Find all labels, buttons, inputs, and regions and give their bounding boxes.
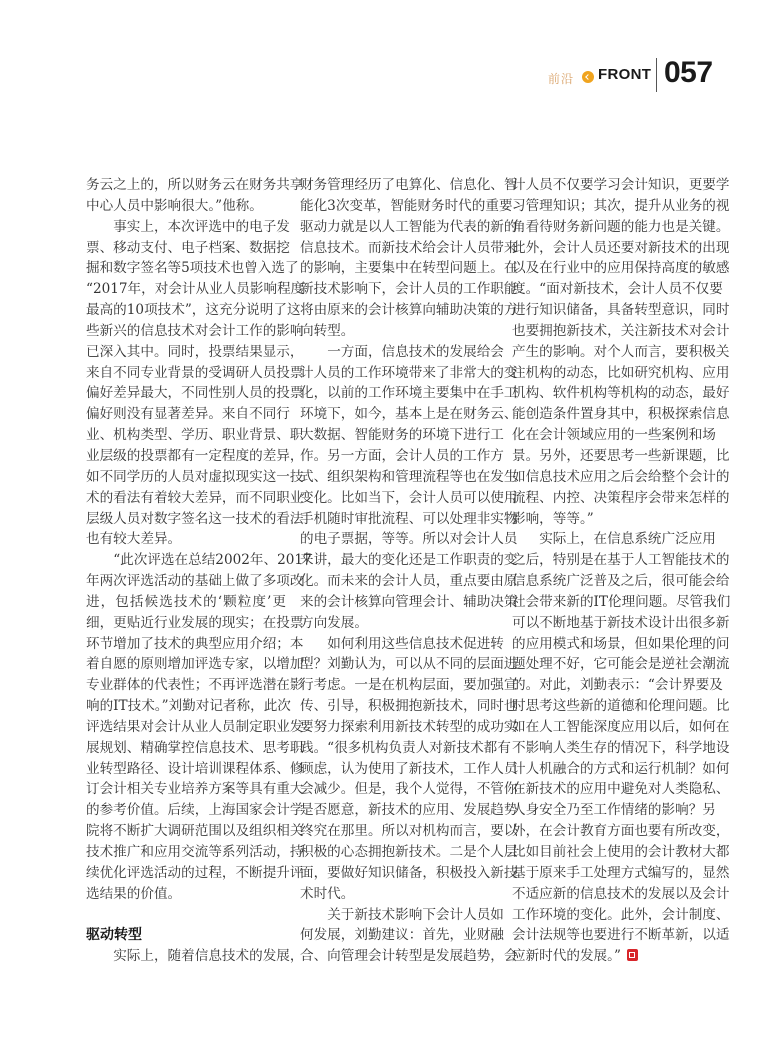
text-line — [86, 321, 304, 342]
text-line-content: 人身安全乃至工作情绪的影响？另 — [512, 802, 716, 819]
text-line-content: 业层级的投票都有一定程度的差异， — [86, 447, 304, 464]
text-line — [86, 759, 304, 780]
text-line-content: 面，要做好知识储备，积极投入新技 — [300, 864, 518, 881]
text-line-content: 的应用模式和场景，但如果伦理的问 — [512, 635, 730, 652]
text-line — [300, 634, 504, 655]
text-line — [512, 717, 730, 738]
text-line-content: 着自愿的原则增加评选专家，以增加 — [86, 656, 304, 673]
text-line-content: 型？刘勤认为，可以从不同的层面进 — [300, 656, 518, 673]
text-line — [300, 946, 518, 967]
text-line — [86, 571, 304, 592]
text-line — [512, 842, 730, 863]
text-line-content: 将由原来的会计核算向辅助决策的方 — [300, 302, 518, 319]
text-line — [86, 175, 304, 196]
text-line — [512, 675, 723, 696]
text-line — [86, 696, 291, 717]
text-line — [512, 404, 730, 425]
text-line — [300, 571, 518, 592]
text-line — [86, 738, 304, 759]
text-line — [300, 675, 518, 696]
text-line-content: 度。“面对新技术，会计人员不仅要 — [512, 281, 723, 298]
text-line — [300, 342, 504, 363]
text-line-content: 新技术影响下，会计人员的工作职能 — [300, 281, 518, 298]
text-line — [512, 800, 716, 821]
text-line-content: 景。另外，还要思考一些新课题，比 — [512, 447, 730, 464]
text-line — [512, 759, 730, 780]
text-line — [86, 363, 304, 384]
paragraph — [300, 175, 518, 342]
text-line-content: 方向发展。 — [300, 614, 368, 631]
text-line — [512, 779, 730, 800]
text-line-content: 实际上，随着信息技术的发展， — [113, 948, 304, 965]
text-line — [512, 175, 730, 196]
text-line-content: 来讲，最大的变化还是工作职责的变 — [300, 552, 518, 569]
text-line-content: 来的会计核算向管理会计、辅助决策 — [300, 593, 518, 610]
article-column-1 — [86, 175, 312, 967]
text-line-content: 手机随时审批流程、可以处理非实物 — [300, 510, 518, 527]
text-line — [300, 717, 518, 738]
text-line — [512, 634, 730, 655]
text-line-content: 注机构的动态，比如研究机构、应用 — [512, 364, 730, 381]
text-line — [512, 571, 730, 592]
text-line-content: 实际上，在信息系统广泛应用 — [539, 531, 716, 548]
text-line-content: 式、组织架构和管理流程等也在发生 — [300, 468, 518, 485]
text-line-content: 评选结果对会计从业人员制定职业发 — [86, 718, 304, 735]
text-line-content: 环节增加了技术的典型应用介绍；本 — [86, 635, 304, 652]
text-line — [86, 467, 304, 488]
paragraph — [86, 217, 305, 551]
text-line — [512, 821, 730, 842]
text-line-content: 技术推广和应用交流等系列活动，持 — [86, 844, 304, 860]
text-line — [86, 529, 286, 550]
article-column-2 — [300, 175, 518, 967]
text-line — [300, 613, 500, 634]
text-line — [512, 238, 730, 259]
text-line — [300, 175, 518, 196]
text-line-content: 化。而未来的会计人员，重点要由原 — [300, 573, 518, 590]
text-line-content: 的电子票据，等等。所以对会计人员 — [300, 531, 518, 548]
text-line — [300, 321, 500, 342]
text-line-content: 的参考价值。后续，上海国家会计学 — [86, 802, 304, 819]
text-line — [512, 529, 716, 550]
text-line-content: 细，更贴近行业发展的现实；在投票 — [86, 614, 304, 631]
text-line — [512, 738, 730, 759]
paragraph — [300, 905, 518, 968]
text-line — [512, 383, 730, 404]
text-line-content: 计人员的工作环境带来了非常大的变 — [300, 364, 518, 381]
text-line-content: 来自不同专业背景的受调研人员投票 — [86, 364, 304, 381]
text-line-content: 计人机融合的方式和运行机制？如何 — [512, 760, 730, 777]
text-line-content: 习管理知识；其次，提升从业务的视 — [512, 197, 730, 214]
text-line — [86, 675, 304, 696]
page-number: 057 — [664, 56, 713, 89]
text-line-content: 之后，特别是在基于人工智能技术的 — [512, 552, 730, 569]
text-line-content: 化，以前的工作环境主要集中在手工 — [300, 385, 518, 402]
text-line — [512, 467, 730, 488]
page-header — [548, 58, 718, 94]
text-line-content: 是否愿意，新技术的应用、发展趋势 — [300, 802, 518, 819]
text-line — [86, 279, 305, 300]
chevron-left-circle-icon — [582, 71, 594, 83]
text-line-content: 进，包括候选技术的‘颗粒度’更 — [86, 593, 286, 610]
text-line — [512, 905, 730, 926]
text-line — [512, 363, 730, 384]
paragraph — [512, 175, 730, 529]
text-line-content: 顾虑，认为使用了新技术，工作人员 — [300, 760, 518, 777]
text-line — [300, 696, 518, 717]
text-line-content: 如信息技术应用之后会给整个会计的 — [512, 468, 730, 485]
text-line — [512, 925, 730, 946]
text-line-content: 要努力探索利用新技术转型的成功实 — [300, 718, 518, 735]
text-line — [300, 759, 518, 780]
text-line — [300, 821, 518, 842]
text-line — [86, 613, 304, 634]
text-line — [512, 425, 716, 446]
header-divider — [656, 58, 657, 92]
text-line — [512, 279, 723, 300]
text-line — [512, 258, 730, 279]
text-line — [300, 363, 518, 384]
text-line — [300, 905, 504, 926]
text-line — [512, 300, 730, 321]
text-line — [300, 467, 518, 488]
article-column-3 — [512, 175, 731, 967]
text-line — [300, 258, 518, 279]
text-line-content: 产生的影响。对个人而言，要积极关 — [512, 343, 730, 360]
text-line-content: 也要拥抱新技术，关注新技术对会计 — [512, 322, 730, 339]
text-line — [512, 509, 712, 530]
text-line-content: 业、机构类型、学历、职业背景、职 — [86, 427, 304, 444]
text-line-content: 事实上，本次评选中的电子发 — [113, 218, 290, 235]
section-spacer — [86, 905, 286, 926]
text-line — [86, 592, 286, 613]
paragraph — [86, 946, 304, 967]
text-line-content: 响的IT技术。”刘勤对记者称，此次 — [86, 698, 291, 715]
text-line — [86, 258, 299, 279]
text-line — [512, 446, 730, 467]
text-line-content: 术的看法有着较大差异，而不同职业 — [86, 489, 304, 506]
text-line — [512, 863, 730, 884]
text-line — [86, 717, 304, 738]
text-line — [512, 696, 730, 717]
text-line-content: 能创造条件置身其中，积极探索信息 — [512, 406, 730, 423]
text-line-content: 展规划、精确掌控信息技术、思考职 — [86, 739, 304, 756]
paragraph — [300, 342, 518, 634]
text-line — [512, 196, 730, 217]
text-line-content: 终究在那里。所以对机构而言，要以 — [300, 823, 518, 840]
text-line — [86, 342, 304, 363]
text-line-content: 院将不断扩大调研范围以及组织相关 — [86, 823, 304, 840]
text-line — [86, 446, 304, 467]
text-line-content: 信息系统广泛普及之后，很可能会给 — [512, 573, 730, 590]
text-line — [300, 279, 518, 300]
text-line — [300, 300, 518, 321]
text-line — [512, 613, 730, 634]
text-line — [512, 946, 712, 967]
text-line — [512, 217, 730, 238]
text-line-content: 一方面，信息技术的发展给会 — [327, 343, 504, 360]
text-line — [300, 925, 504, 946]
text-line — [86, 779, 304, 800]
text-line — [300, 800, 518, 821]
text-line-content: 何发展，刘勤建议：首先，业财融 — [300, 927, 504, 944]
text-line-content: 此外，会计人员还要对新技术的出现 — [512, 239, 730, 256]
text-line-content: 以及在行业中的应用保持高度的敏感 — [512, 260, 730, 277]
text-line-content: 如在人工智能深度应用以后，如何在 — [512, 718, 730, 735]
text-line — [86, 884, 286, 905]
text-line-content: 中心人员中影响很大。”他称。 — [86, 197, 263, 214]
text-line — [512, 342, 730, 363]
text-line — [86, 654, 304, 675]
text-line — [300, 509, 518, 530]
text-line — [86, 946, 304, 967]
text-line — [512, 592, 731, 613]
text-line-content: 向转型。 — [300, 322, 355, 339]
text-line — [512, 654, 730, 675]
text-line — [300, 842, 518, 863]
section-heading: 驱动转型 — [86, 927, 142, 944]
text-line — [300, 654, 518, 675]
text-line — [300, 738, 511, 759]
paragraph — [512, 529, 731, 967]
text-line-content: 流程、内控、决策程序会带来怎样的 — [512, 489, 730, 506]
text-line-content: 些新兴的信息技术对会计工作的影响 — [86, 322, 304, 339]
text-line-content: 外，在会计教育方面也要有所改变， — [512, 823, 730, 840]
text-line-content: 影响，等等。” — [512, 510, 594, 527]
text-line — [300, 550, 518, 571]
text-line-content: 应新时代的发展。” — [512, 948, 621, 965]
text-line-content: 时思考这些新的道德和伦理问题。比 — [512, 698, 730, 715]
text-line — [300, 884, 500, 905]
text-line-content: 基于原来手工处理方式编写的，显然 — [512, 864, 730, 881]
text-line — [300, 425, 504, 446]
text-line-content: 年两次评选活动的基础上做了多项改 — [86, 573, 304, 590]
text-line-content: “2017年，对会计从业人员影响程度 — [86, 281, 305, 298]
section-label-cn: 前沿 — [548, 72, 575, 86]
text-line-content: 也有较大差异。 — [86, 531, 182, 548]
text-line-content: “此次评选在总结2002年、2017 — [113, 552, 312, 569]
text-line — [300, 238, 518, 259]
text-line — [86, 550, 312, 571]
text-line — [512, 321, 730, 342]
text-line — [86, 383, 304, 404]
text-line-content: 比如目前社会上使用的会计教材大都 — [512, 844, 730, 860]
text-line-content: 合、向管理会计转型是发展趋势，会 — [300, 948, 518, 965]
text-line-content: 关于新技术影响下会计人员如 — [327, 906, 504, 923]
text-line-content: 进行知识储备，具备转型意识，同时 — [512, 302, 730, 319]
text-line — [512, 488, 730, 509]
text-line — [86, 300, 301, 321]
text-line-content: 驱动力就是以人工智能为代表的新的 — [300, 218, 518, 235]
text-line-content: 不适应新的信息技术的发展以及会计 — [512, 885, 730, 902]
text-line-content: 作。另一方面，会计人员的工作方 — [300, 447, 504, 464]
text-line — [86, 217, 290, 238]
text-line-content: 信息技术。而新技术给会计人员带来 — [300, 239, 518, 256]
text-line-content: 票、移动支付、电子档案、数据挖 — [86, 239, 290, 256]
text-line-content: 化在会计领域应用的一些案例和场 — [512, 427, 716, 444]
text-line-content: 偏好则没有显著差异。来自不同行 — [86, 406, 290, 423]
text-line-content: 环境下，如今，基本上是在财务云、 — [300, 406, 518, 423]
text-line — [86, 634, 304, 655]
text-line — [86, 863, 304, 884]
text-line-content: 积极的心态拥抱新技术。二是个人层 — [300, 844, 518, 860]
text-line — [300, 488, 518, 509]
text-line-content: 财务管理经历了电算化、信息化、智 — [300, 177, 518, 193]
text-line — [86, 842, 304, 863]
text-line-content: 选结果的价值。 — [86, 885, 182, 902]
text-line — [86, 800, 304, 821]
text-line — [86, 196, 286, 217]
text-line-content: 会计法规等也要进行不断革新，以适 — [512, 927, 730, 944]
text-line-content: 社会带来新的IT伦理问题。尽管我们 — [512, 593, 731, 610]
text-line-content: 传、引导，积极拥抱新技术，同时也 — [300, 698, 518, 715]
text-line-content: 会减少。但是，我个人觉得，不管你 — [300, 781, 518, 798]
text-line-content: 术时代。 — [300, 885, 355, 902]
text-line — [86, 488, 304, 509]
text-line-content: 专业群体的代表性；不再评选潜在影 — [86, 677, 304, 694]
text-line-content: 计人员不仅要学习会计知识，更要学 — [512, 177, 730, 193]
section-label-en: FRONT — [598, 66, 652, 83]
text-line — [86, 404, 290, 425]
text-line — [300, 446, 504, 467]
text-line-content: 续优化评选活动的过程，不断提升评 — [86, 864, 304, 881]
end-of-article-icon — [627, 949, 638, 961]
text-line-content: 掘和数字签名等5项技术也曾入选了 — [86, 260, 299, 277]
text-line — [300, 592, 518, 613]
text-line-content: 可以不断地基于新技术设计出很多新 — [512, 614, 730, 631]
text-line-content: 层级人员对数字签名这一技术的看法 — [86, 510, 304, 527]
text-line-content: 已深入其中。同时，投票结果显示， — [86, 343, 304, 360]
paragraph — [86, 175, 304, 217]
text-line-content: 大数据、智能财务的环境下进行工 — [300, 427, 504, 444]
text-line-content: 最高的10项技术”，这充分说明了这 — [86, 302, 301, 319]
text-line — [300, 383, 518, 404]
text-line — [300, 529, 518, 550]
text-line-content: 行考虑。一是在机构层面，要加强宣 — [300, 677, 518, 694]
text-line-content: 业转型路径、设计培训课程体系、修 — [86, 760, 304, 777]
text-line-content: 变化。比如当下，会计人员可以使用 — [300, 489, 518, 506]
text-line — [300, 863, 518, 884]
text-line — [300, 404, 518, 425]
text-line-content: 践。“很多机构负责人对新技术都有 — [300, 739, 511, 756]
text-line-content: 的影响，主要集中在转型问题上。在 — [300, 260, 518, 277]
text-line — [86, 425, 304, 446]
text-line-content: 题处理不好，它可能会是逆社会潮流 — [512, 656, 730, 673]
text-line-content: 如何利用这些信息技术促进转 — [327, 635, 504, 652]
text-line — [86, 509, 304, 530]
text-line — [300, 779, 518, 800]
text-line-content: 能化3次变革，智能财务时代的重要 — [300, 197, 513, 214]
text-line — [300, 217, 518, 238]
text-line-content: 在新技术的应用中避免对人类隐私、 — [512, 781, 730, 798]
text-line — [512, 550, 730, 571]
text-line-content: 工作环境的变化。此外，会计制度、 — [512, 906, 730, 923]
text-line — [512, 884, 730, 905]
text-line-content: 订会计相关专业培养方案等具有重大 — [86, 781, 304, 798]
text-line-content: 机构、软件机构等机构的动态，最好 — [512, 385, 730, 402]
text-line — [86, 238, 290, 259]
paragraph — [86, 550, 312, 904]
text-line — [300, 196, 513, 217]
paragraph — [300, 634, 518, 905]
text-line-content: 不影响人类生存的情况下，科学地设 — [512, 739, 730, 756]
text-line — [86, 821, 304, 842]
text-line-content: 的。对此，刘勤表示：“会计界要及 — [512, 677, 723, 694]
text-line-content: 角看待财务新问题的能力也是关键。 — [512, 218, 730, 235]
text-line-content: 如不同学历的人员对虚拟现实这一技 — [86, 468, 304, 485]
text-line-content: 务云之上的，所以财务云在财务共享 — [86, 177, 304, 193]
text-line-content: 偏好差异最大，不同性别人员的投票 — [86, 385, 304, 402]
